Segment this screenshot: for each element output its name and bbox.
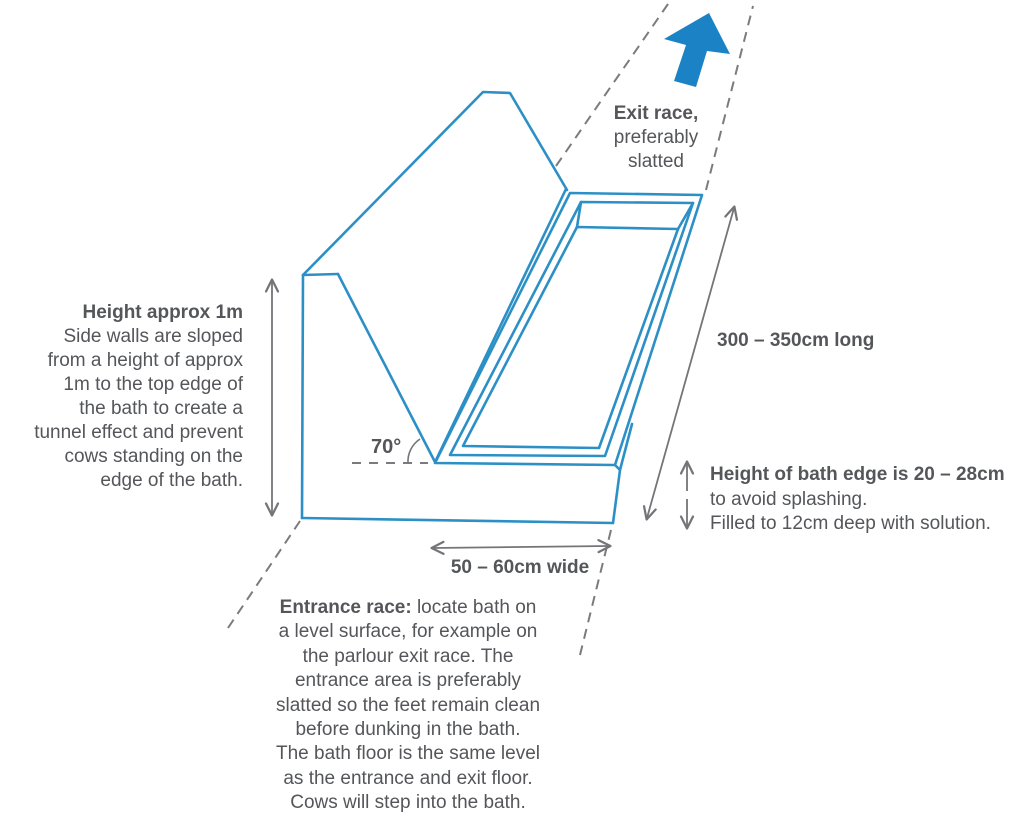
left-wall-inner-slope [338, 274, 435, 462]
entrance-line: as the entrance and exit floor. [283, 767, 533, 789]
side-wall-line: from a height of approx [47, 350, 243, 371]
left-wall-top-edge [303, 274, 338, 275]
entrance-line: entrance area is preferably [294, 670, 521, 692]
exit-race-line: Exit race, [613, 103, 699, 124]
side-wall-note [16, 301, 243, 493]
bath-edge-title: Height of bath edge is 20 – 28cm [710, 464, 1005, 485]
angle-label: 70° [371, 436, 402, 458]
entrance-line: the parlour exit race. The [302, 645, 514, 667]
exit-race-line: preferably [613, 127, 699, 148]
entrance-line: The bath floor is the same level [275, 743, 541, 765]
exit-race-label [581, 102, 731, 174]
entrance-line [250, 596, 566, 620]
front-left-edge [302, 275, 303, 518]
length-label: 300 – 350cm long [717, 330, 875, 351]
exit-direction-arrow-icon [664, 13, 730, 87]
bath-edge-note [710, 463, 1024, 537]
side-wall-line: cows standing on the [64, 446, 243, 467]
side-wall-line: Side walls are sloped [63, 326, 243, 347]
bath-edge-line: Filled to 12cm deep with solution. [710, 513, 991, 534]
bottom-front-edge [302, 518, 613, 523]
front-right-corner-edge [615, 465, 620, 470]
sloped-wall-outline [303, 92, 567, 275]
entrance-line-rest: locate bath on [411, 597, 537, 618]
side-wall-line: edge of the bath. [100, 470, 243, 491]
entrance-title: Entrance race: [279, 597, 412, 618]
side-wall-line: the bath to create a [79, 398, 243, 419]
entrance-line: a level surface, for example on [278, 621, 538, 643]
width-label: 50 – 60cm wide [450, 557, 590, 578]
side-wall-line: tunnel effect and prevent [34, 422, 243, 443]
side-wall-title: Height approx 1m [82, 302, 243, 323]
entrance-race-dashed-line-right [580, 530, 611, 655]
width-dimension-arrow [433, 546, 609, 548]
angle-arc [408, 439, 420, 463]
exit-race-line: slatted [628, 151, 684, 172]
side-wall-line: 1m to the top edge of [63, 374, 243, 395]
entrance-line: before dunking in the bath. [295, 719, 521, 741]
entrance-line: slatted so the feet remain clean [275, 694, 541, 716]
entrance-line: Cows will step into the bath. [290, 792, 526, 814]
bath-edge-line: to avoid splashing. [710, 488, 868, 510]
entrance-note [250, 596, 566, 816]
